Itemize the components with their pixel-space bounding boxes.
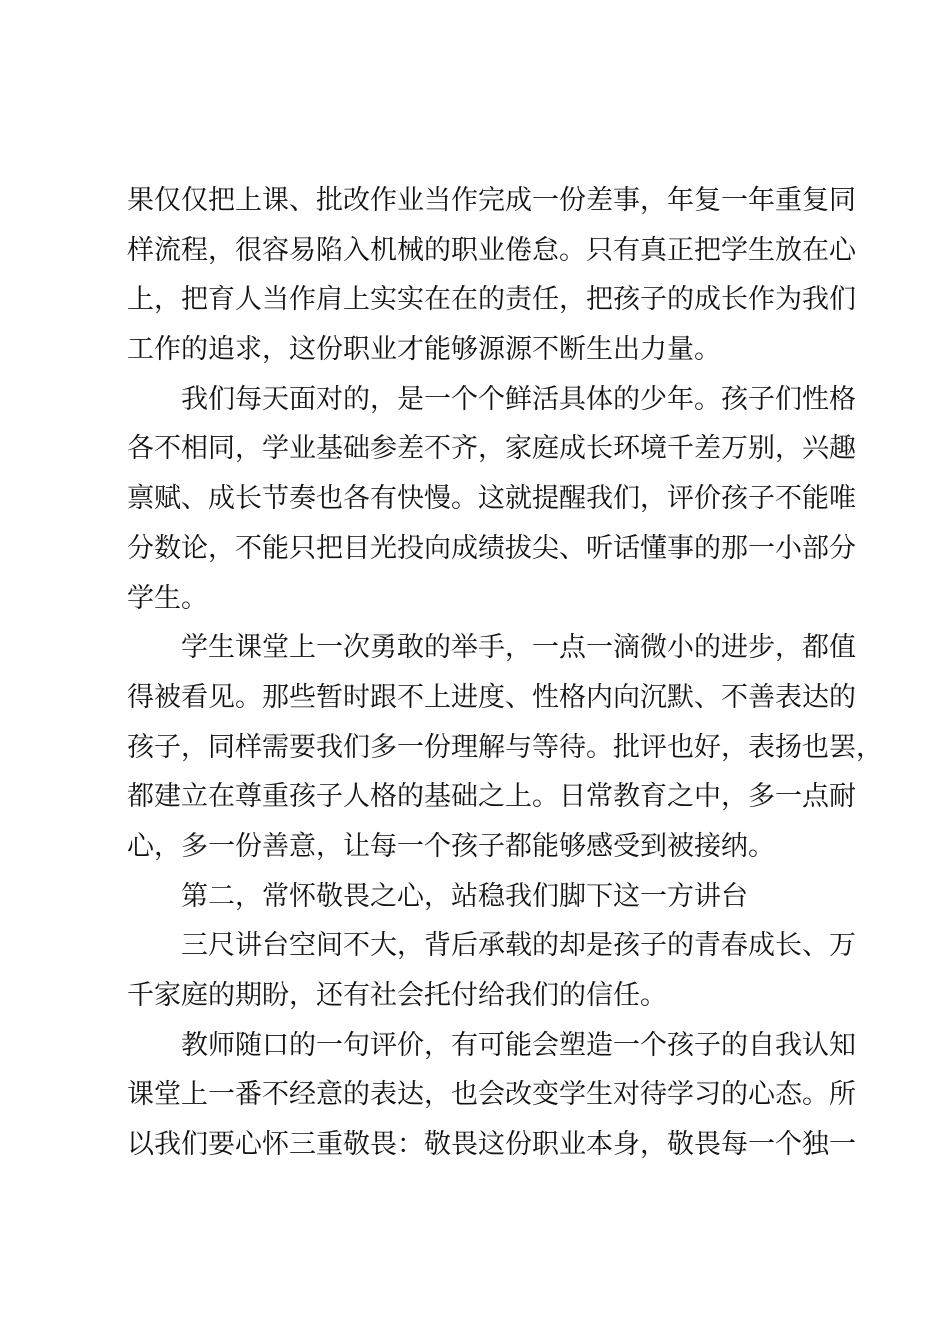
text-line: 学生。	[127, 582, 208, 614]
text-line: 得被看见。那些暂时跟不上进度、性格内向沉默、不善表达的	[127, 681, 856, 713]
text-line: 孩子，同样需要我们多一份理解与等待。批评也好，表扬也罢，	[127, 731, 883, 763]
text-line: 工作的追求，这份职业才能够源源不断生出力量。	[127, 334, 721, 366]
document-body	[127, 176, 883, 1170]
text-line: 三尺讲台空间不大，背后承载的却是孩子的青春成长、万	[127, 930, 856, 962]
section-heading: 第二，常怀敬畏之心，站稳我们脚下这一方讲台	[127, 880, 748, 912]
text-line: 心，多一份善意，让每一个孩子都能够感受到被接纳。	[127, 830, 775, 862]
text-line: 上，把育人当作肩上实实在在的责任，把孩子的成长作为我们	[127, 284, 856, 316]
text-line: 禀赋、成长节奏也各有快慢。这就提醒我们，评价孩子不能唯	[127, 483, 856, 515]
text-line: 以我们要心怀三重敬畏：敬畏这份职业本身，敬畏每一个独一	[127, 1129, 856, 1161]
text-line: 课堂上一番不经意的表达，也会改变学生对待学习的心态。所	[127, 1079, 856, 1111]
text-line: 我们每天面对的，是一个个鲜活具体的少年。孩子们性格	[127, 383, 856, 415]
text-line: 千家庭的期盼，还有社会托付给我们的信任。	[127, 980, 667, 1011]
text-line: 样流程，很容易陷入机械的职业倦怠。只有真正把学生放在心	[127, 234, 856, 266]
text-line: 教师随口的一句评价，有可能会塑造一个孩子的自我认知	[127, 1029, 856, 1061]
text-line: 分数论，不能只把目光投向成绩拔尖、听话懂事的那一小部分	[127, 532, 856, 564]
text-line: 果仅仅把上课、批改作业当作完成一份差事，年复一年重复同	[127, 185, 856, 216]
text-line: 各不相同，学业基础参差不齐，家庭成长环境千差万别，兴趣	[127, 433, 856, 465]
text-line: 学生课堂上一次勇敢的举手，一点一滴微小的进步，都值	[127, 632, 856, 664]
text-line: 都建立在尊重孩子人格的基础之上。日常教育之中，多一点耐	[127, 781, 856, 813]
